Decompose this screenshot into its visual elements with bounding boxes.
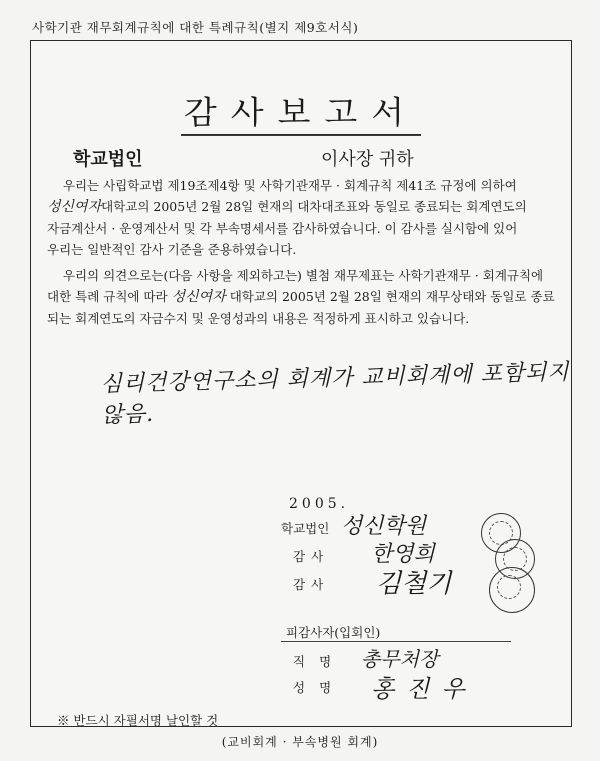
- handwritten-school-name: 성신여자: [171, 289, 226, 305]
- paragraph-line: 우리는 일반적인 감사 기준을 준용하였습니다.: [47, 242, 297, 257]
- signatory-label: 감사: [293, 577, 330, 592]
- paragraph-opinion: [47, 265, 557, 329]
- signatory-row: [281, 575, 363, 593]
- addressee-recipient: 이사장 귀하: [321, 149, 414, 170]
- seal-stamp: [489, 567, 535, 613]
- auditee-divider: [281, 641, 511, 642]
- auditee-name-handwritten: 홍진우: [371, 675, 477, 703]
- signatory-label: 감사: [293, 549, 330, 564]
- paragraph-line: 대한 특례 규칙에 따라 성신여자 대학교의 2005년 2월 28일 현재의 재무상태와 동일로 종료: [47, 289, 555, 305]
- form-footer: (교비회계 · 부속병원 회계): [221, 735, 379, 749]
- signatory-handwritten-name: 한영희: [371, 542, 435, 567]
- handwritten-exception-note: 심리건강연구소의 회계가 교비회계에 포함되지 않음.: [100, 359, 570, 429]
- auditee-position-row: [281, 652, 363, 670]
- auditee-name-row: [281, 678, 363, 696]
- document-frame: [30, 40, 572, 727]
- paragraph-line: 되는 회계연도의 자금수지 및 운영성과의 내용은 적정하게 표시하고 있습니다.: [47, 311, 470, 326]
- signatory-label: 학교법인: [281, 521, 330, 536]
- position-label: 직명: [293, 654, 346, 669]
- form-header: 사학기관 재무회계규칙에 대한 특례규칙(별지 제9호서식): [32, 20, 359, 35]
- paragraph-line: 성신여자대학교의 2005년 2월 28일 현재의 대차대조표와 동일로 종료되는 회계연도의: [47, 199, 527, 215]
- document-title: 감사보고서: [181, 87, 421, 136]
- paragraph-line: 우리의 의견으로는(다음 사항을 제외하고는) 별첨 재무제표는 사학기관재무 · 회계규칙에: [62, 268, 544, 283]
- school-corporation-label: 학교법인: [73, 149, 143, 170]
- auditee-heading: 피감사자(입회인): [286, 625, 381, 640]
- name-label: 성명: [293, 680, 346, 695]
- paragraph-scope: [47, 175, 557, 260]
- paragraph-line: 자금계산서 · 운영계산서 및 각 부속명세서를 감사하였습니다. 이 감사를 실시함에 있어: [47, 221, 518, 236]
- signatory-handwritten-name: 성신학원: [341, 514, 427, 539]
- paragraph-line: 우리는 사립학교법 제19조제4항 및 사학기관재무 · 회계규칙 제41조 규정에 의하여: [62, 178, 517, 193]
- auditee-position-handwritten: 총무처장: [361, 647, 439, 671]
- handwritten-school-name: 성신여자: [47, 199, 102, 215]
- signature-instruction-note: ※ 반드시 자필서명 날인할 것: [57, 713, 219, 728]
- signatory-handwritten-name: 김철기: [376, 569, 452, 599]
- signatory-row: [281, 547, 363, 565]
- report-date: 2005.: [289, 496, 350, 512]
